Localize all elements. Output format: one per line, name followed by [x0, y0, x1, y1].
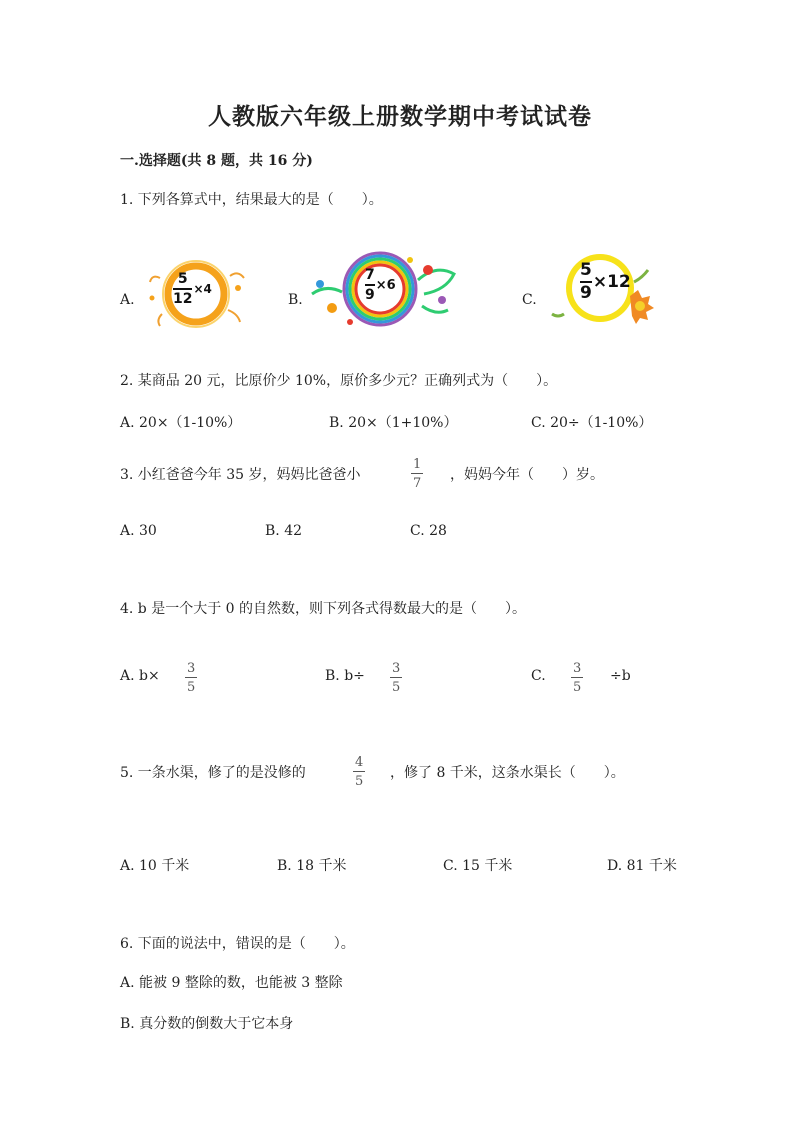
q4-option-b: B. b÷: [325, 668, 365, 684]
q5-fraction: 4 5: [355, 755, 364, 789]
q3-option-b: B. 42: [265, 523, 303, 539]
q2-option-a: A. 20×（1-10%）: [120, 415, 242, 431]
q1-option-a-expression: 5 12 ×4: [173, 271, 212, 307]
q1-option-b-expression: 7 9 ×6: [365, 267, 396, 303]
q3-fraction: 1 7: [413, 457, 422, 491]
q4-option-a-fraction: 3 5: [187, 661, 196, 695]
q5-option-a: A. 10 千米: [120, 858, 190, 874]
q5-option-b: B. 18 千米: [277, 858, 347, 874]
q4-option-c-tail: ÷b: [610, 668, 631, 684]
q3-option-a: A. 30: [120, 523, 157, 539]
q4-option-c-fraction: 3 5: [573, 661, 582, 695]
question-5-tail: ，修了 8 千米，这条水渠长（ ）。: [390, 765, 625, 781]
page-title: 人教版六年级上册数学期中考试试卷: [208, 103, 592, 130]
q6-option-b: B. 真分数的倒数大于它本身: [120, 1016, 294, 1032]
q4-option-a: A. b×: [120, 668, 160, 684]
question-3: 3. 小红爸爸今年 35 岁，妈妈比爸爸小: [120, 467, 361, 483]
q1-option-b-label: B.: [288, 292, 303, 308]
section-heading: 一.选择题(共 8 题，共 16 分): [120, 153, 313, 169]
q4-option-c: C.: [531, 668, 546, 684]
question-1: 1. 下列各算式中，结果最大的是（ ）。: [120, 192, 383, 208]
q6-option-a: A. 能被 9 整除的数，也能被 3 整除: [120, 975, 343, 991]
question-3-tail: ，妈妈今年（ ）岁。: [450, 467, 604, 483]
q5-option-d: D. 81 千米: [607, 858, 677, 874]
question-2: 2. 某商品 20 元，比原价少 10%，原价多少元？正确列式为（ ）。: [120, 373, 558, 389]
q4-option-b-fraction: 3 5: [392, 661, 401, 695]
q5-option-c: C. 15 千米: [443, 858, 513, 874]
q2-option-c: C. 20÷（1-10%）: [531, 415, 653, 431]
question-4: 4. b 是一个大于 0 的自然数，则下列各式得数最大的是（ ）。: [120, 601, 527, 617]
q2-option-b: B. 20×（1+10%）: [329, 415, 458, 431]
question-5: 5. 一条水渠，修了的是没修的: [120, 765, 306, 781]
q1-option-c-label: C.: [522, 292, 537, 308]
q3-option-c: C. 28: [410, 523, 447, 539]
question-6: 6. 下面的说法中，错误的是（ ）。: [120, 936, 355, 952]
q1-option-c-expression: 5 9 ×12: [580, 260, 631, 303]
q1-option-a-label: A.: [120, 292, 135, 308]
